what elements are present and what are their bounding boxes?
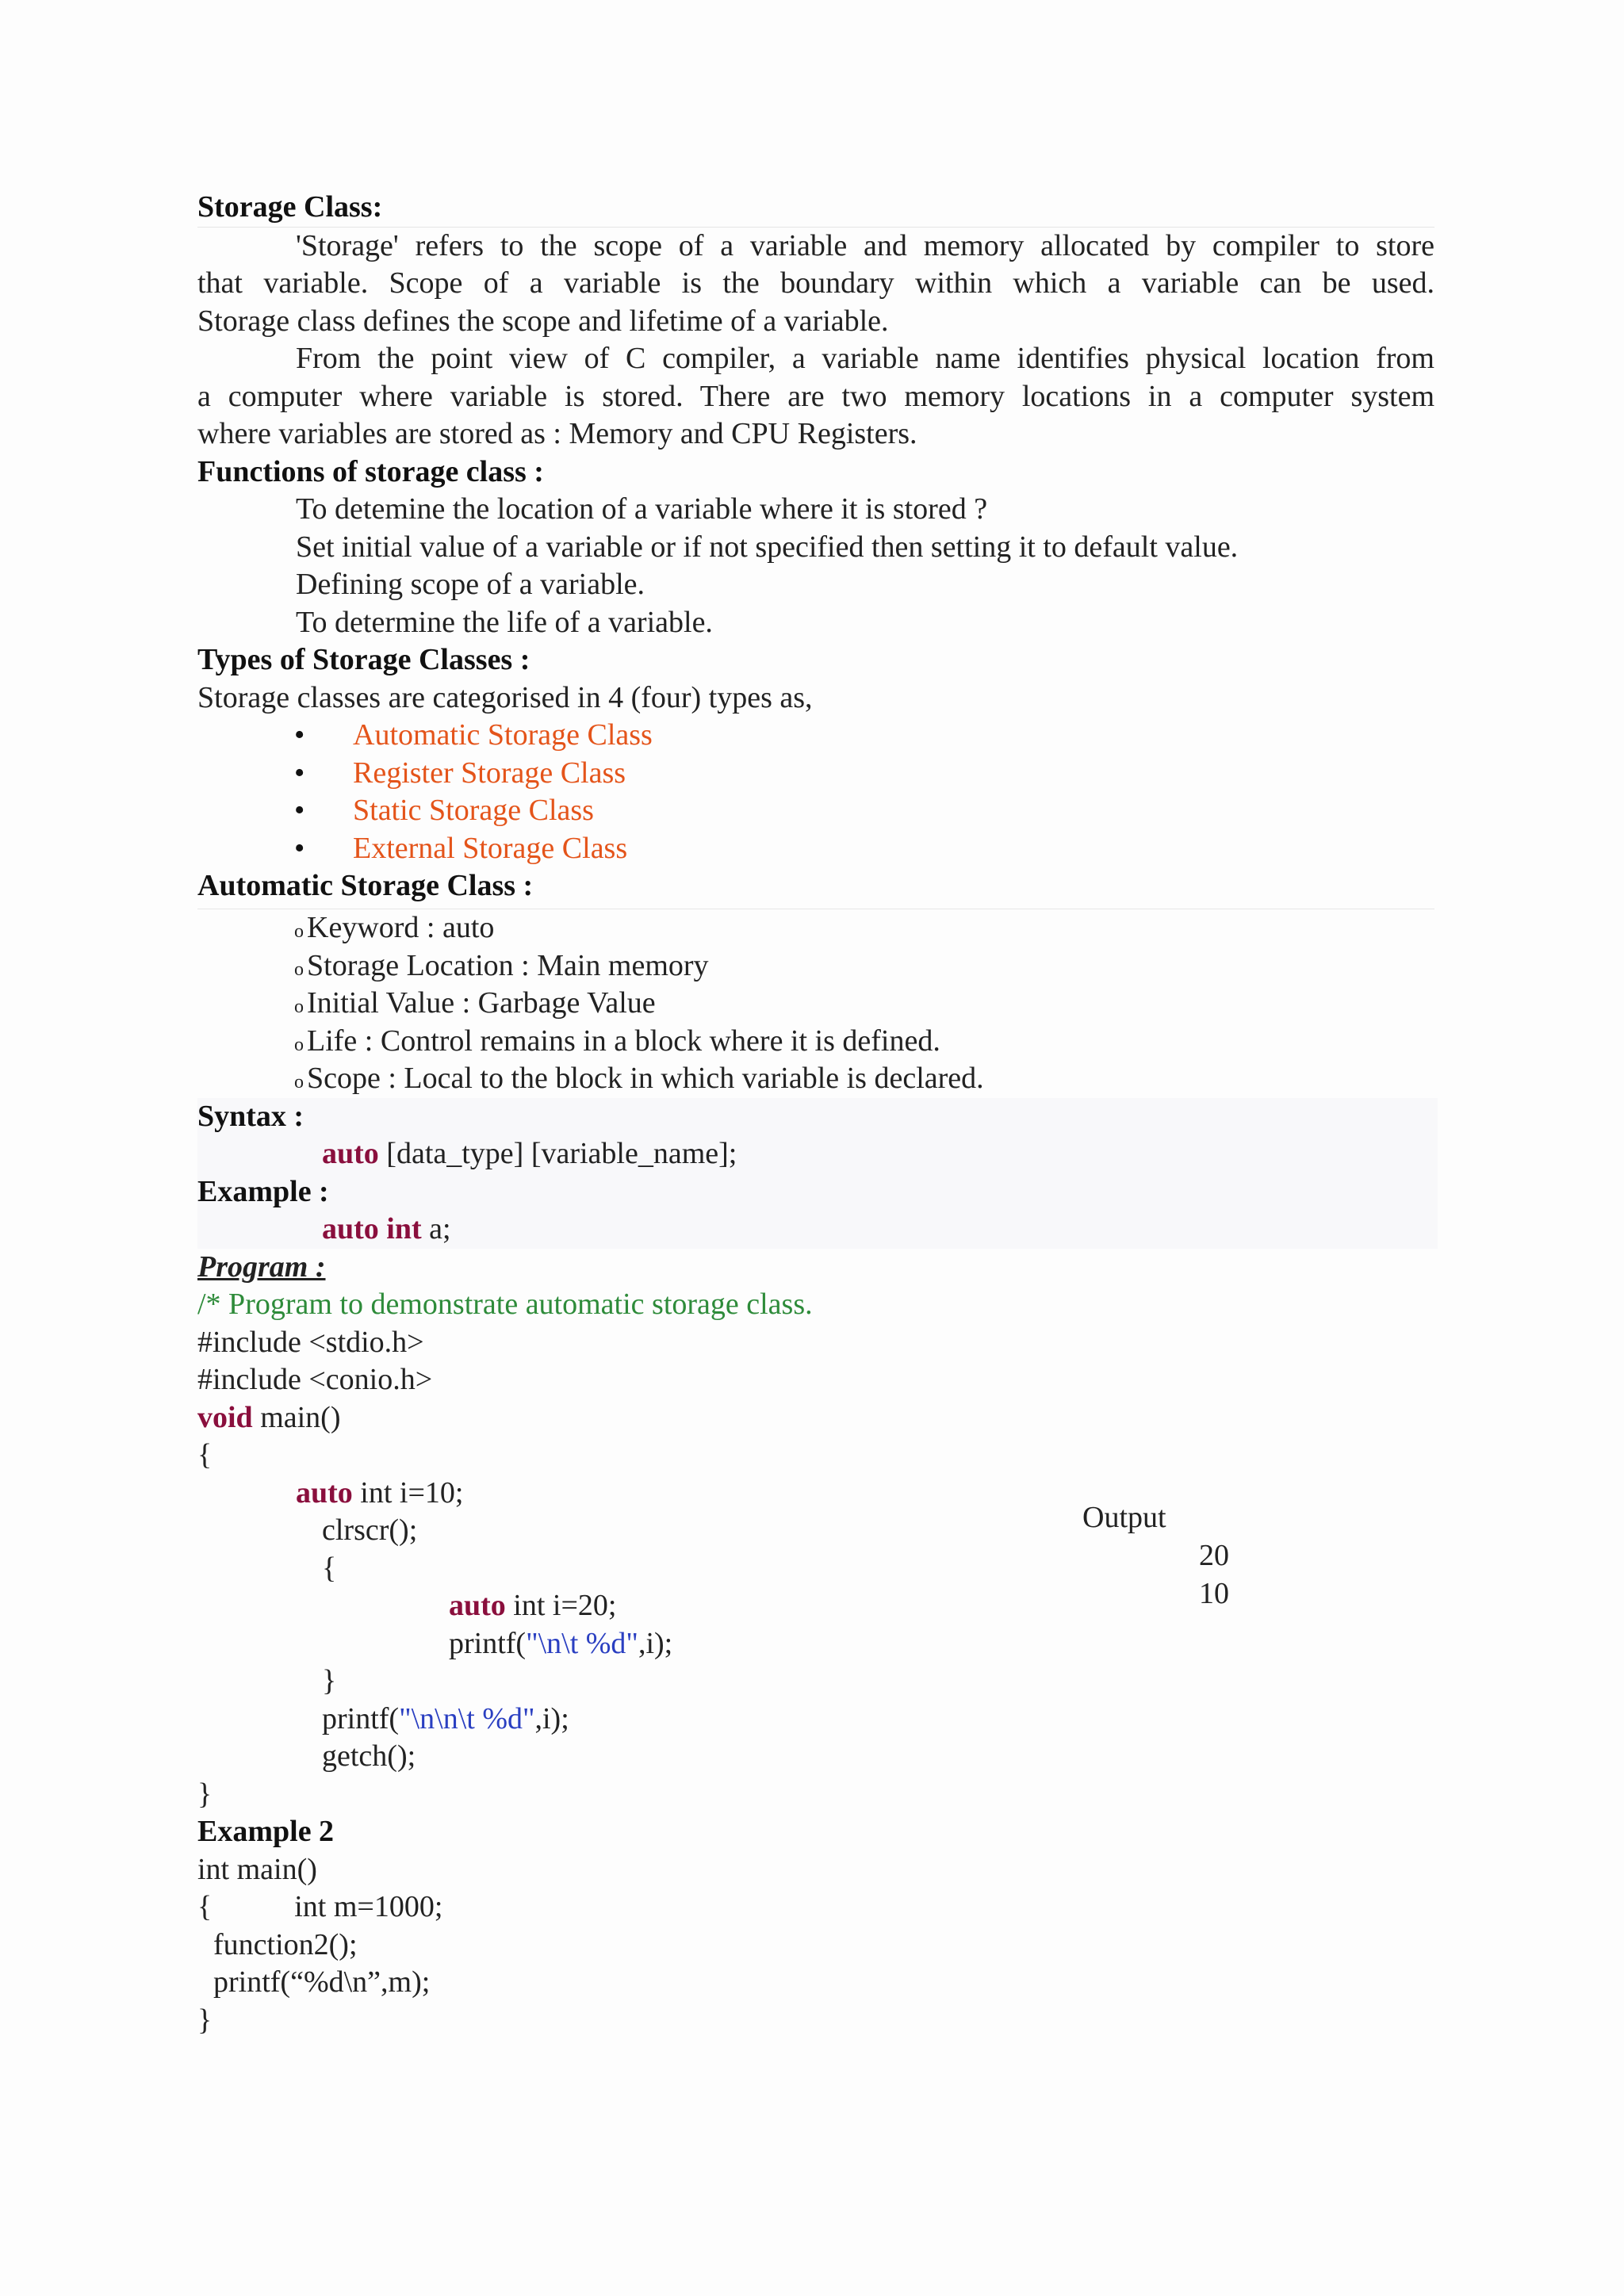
- intro-p1-line3: Storage class defines the scope and lifetime of a variable.: [197, 304, 889, 338]
- code-comment: /* Program to demonstrate automatic storage class.: [197, 1288, 813, 1321]
- functions-heading: Functions of storage class :: [197, 454, 544, 488]
- output-label: Output: [1082, 1501, 1166, 1534]
- circle-bullet-icon: o: [294, 921, 304, 942]
- code-line: { int m=1000;: [197, 1890, 443, 1923]
- automatic-prop: o Keyword : auto: [294, 911, 495, 944]
- example2-heading: Example 2: [197, 1815, 335, 1848]
- automatic-heading: Automatic Storage Class :: [197, 867, 1434, 909]
- code-brace: }: [197, 1777, 213, 1811]
- types-list: [197, 717, 1434, 867]
- code-line: printf("\n\t %d",i);: [449, 1626, 673, 1660]
- code-line: function2();: [213, 1927, 358, 1961]
- automatic-prop: o Scope : Local to the block in which variable is declared.: [294, 1062, 984, 1095]
- type-link-text: Automatic Storage Class: [353, 718, 653, 752]
- example-heading: Example :: [197, 1174, 329, 1208]
- type-link-text: Static Storage Class: [353, 794, 594, 827]
- types-list-item[interactable]: [197, 755, 1434, 793]
- intro-p2-line1: From the point view of C compiler, a variable name identifies physical location from: [296, 342, 1434, 375]
- intro-p2-line2: a computer where variable is stored. There are two memory locations in a computer system: [197, 379, 1434, 413]
- example-line: auto int a;: [322, 1212, 451, 1246]
- function-item: To detemine the location of a variable where it is stored ?: [296, 492, 988, 526]
- automatic-prop: o Initial Value : Garbage Value: [294, 986, 656, 1020]
- circle-bullet-icon: o: [294, 959, 304, 980]
- code-brace: }: [197, 2003, 213, 2037]
- code-line: printf(“%d\n”,m);: [213, 1965, 431, 1999]
- automatic-prop: o Storage Location : Main memory: [294, 948, 709, 982]
- bullet-icon: •: [294, 794, 305, 827]
- code-line: printf("\n\n\t %d",i);: [322, 1701, 569, 1735]
- page-title: Storage Class:: [197, 189, 1434, 228]
- code-brace: {: [197, 1438, 213, 1471]
- circle-bullet-icon: o: [294, 997, 304, 1017]
- bullet-icon: •: [294, 831, 305, 865]
- code-include: #include <conio.h>: [197, 1363, 433, 1396]
- intro-p2-line3: where variables are stored as : Memory and CPU Registers.: [197, 417, 917, 450]
- circle-bullet-icon: o: [294, 1034, 304, 1055]
- circle-bullet-icon: o: [294, 1072, 304, 1093]
- output-value: 20: [1199, 1539, 1229, 1572]
- types-heading: Types of Storage Classes :: [197, 643, 530, 676]
- function-item: Defining scope of a variable.: [296, 568, 645, 601]
- function-item: Set initial value of a variable or if not specified then setting it to default value.: [296, 530, 1239, 564]
- bullet-icon: •: [294, 718, 305, 752]
- program-heading-line: [197, 1249, 1434, 1287]
- code-line: auto int i=20;: [449, 1589, 617, 1622]
- program-heading: Program :: [197, 1249, 326, 1284]
- types-list-item[interactable]: [197, 792, 1434, 830]
- syntax-heading: Syntax :: [197, 1099, 304, 1133]
- types-list-item[interactable]: [197, 830, 1434, 868]
- type-link-text: External Storage Class: [353, 831, 628, 865]
- types-intro: Storage classes are categorised in 4 (four) types as,: [197, 680, 813, 714]
- syntax-box: [197, 1098, 1438, 1249]
- code-line: int main(): [197, 1852, 317, 1886]
- output-value: 10: [1199, 1577, 1229, 1610]
- document-content: [197, 189, 1434, 2039]
- code-include: #include <stdio.h>: [197, 1325, 424, 1359]
- code-brace: }: [322, 1664, 337, 1697]
- syntax-line: auto [data_type] [variable_name];: [322, 1137, 737, 1170]
- intro-p1-line1: 'Storage' refers to the scope of a variable and memory allocated by compiler to store: [296, 228, 1434, 262]
- automatic-prop: o Life : Control remains in a block where it is defined.: [294, 1024, 940, 1058]
- function-item: To determine the life of a variable.: [296, 605, 713, 639]
- code-line: getch();: [322, 1739, 416, 1773]
- code-brace: {: [322, 1551, 337, 1585]
- type-link-text: Register Storage Class: [353, 756, 626, 790]
- intro-p1-line2: that variable. Scope of a variable is the boundary within which a variable can be used.: [197, 266, 1434, 300]
- code-line: auto int i=10;: [296, 1475, 464, 1510]
- types-list-item[interactable]: [197, 717, 1434, 755]
- code-main: void main(): [197, 1400, 341, 1434]
- code-line: clrscr();: [322, 1513, 418, 1547]
- bullet-icon: •: [294, 756, 305, 790]
